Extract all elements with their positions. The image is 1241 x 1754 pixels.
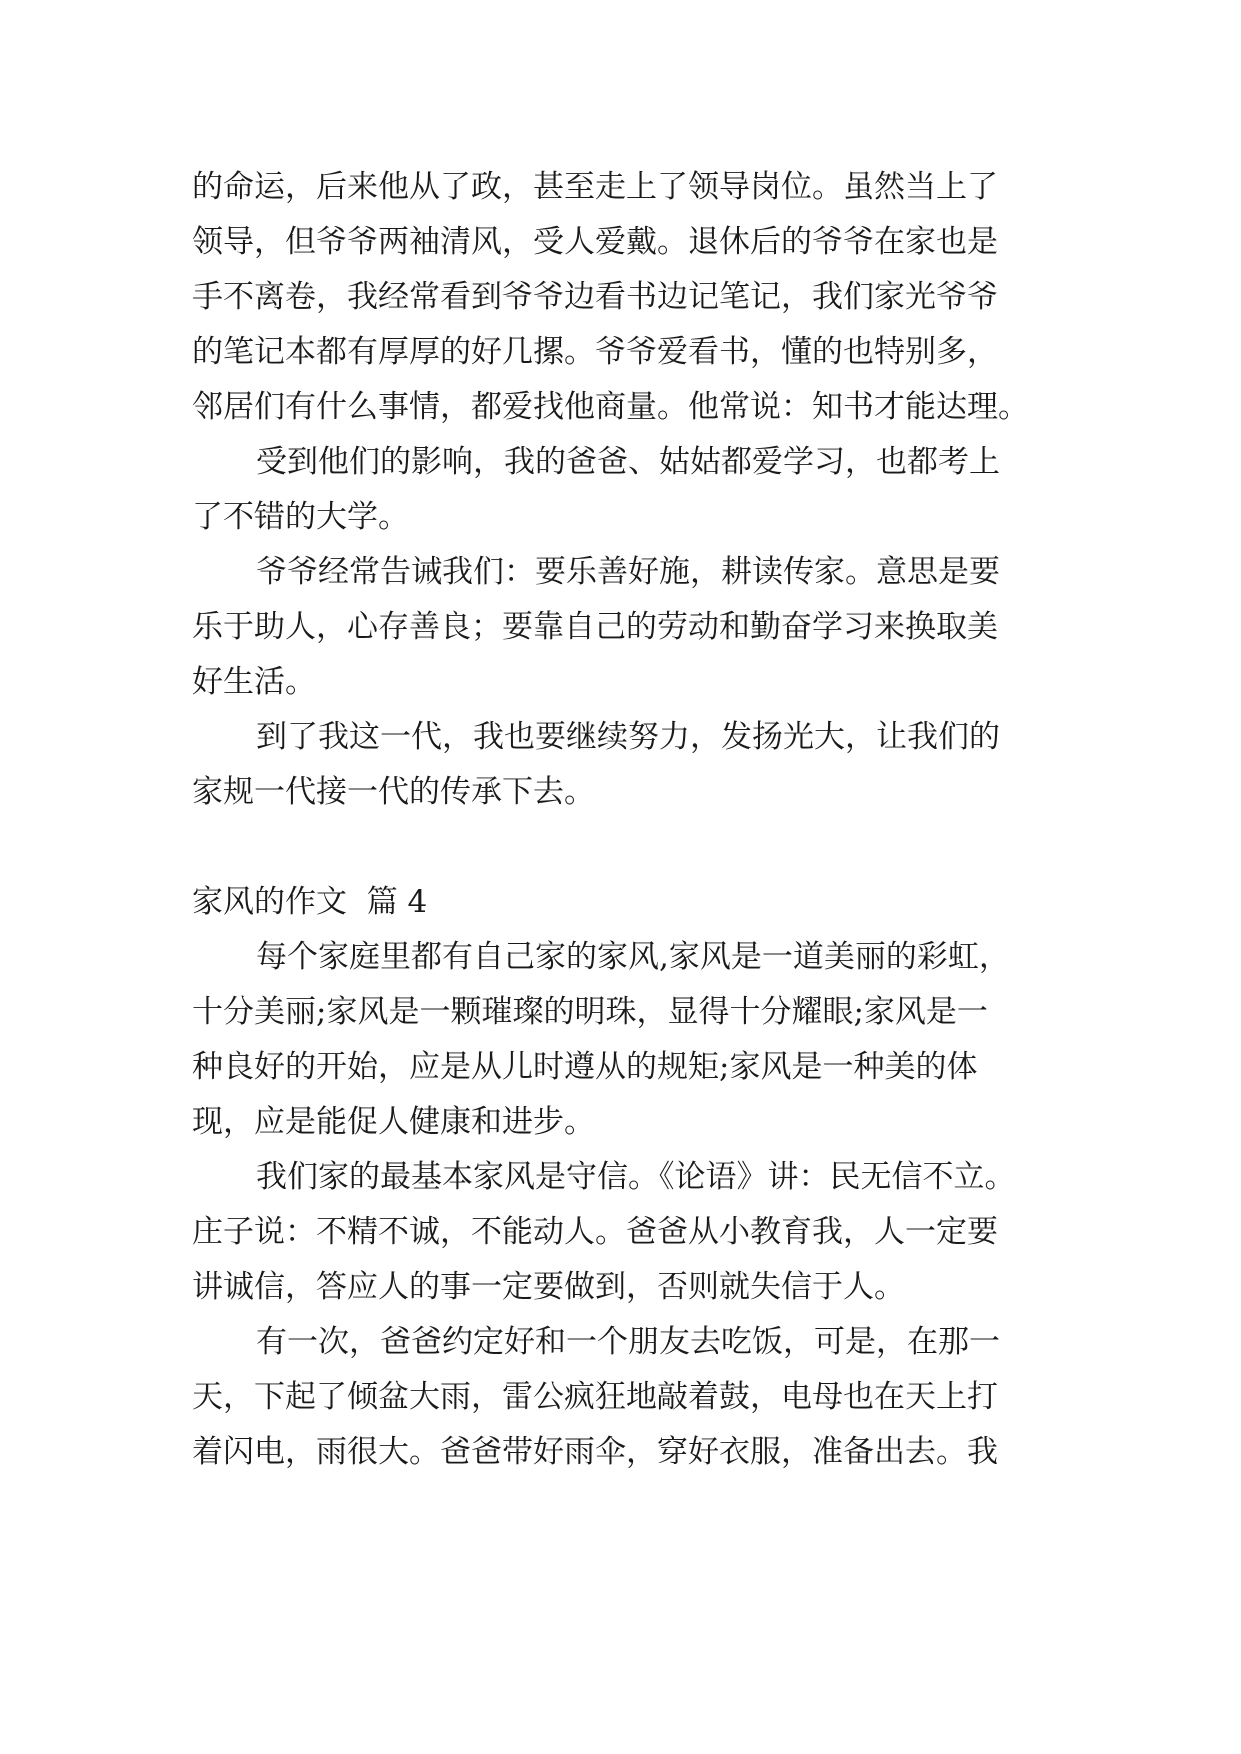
- paragraph-first-line: 每个家庭里都有自己家的家风,家风是一道美丽的彩虹，: [256, 939, 1010, 975]
- text-line: 天，下起了倾盆大雨，雷公疯狂地敲着鼓，电母也在天上打: [192, 1379, 998, 1415]
- text-line: 种良好的开始，应是从儿时遵从的规矩;家风是一种美的体: [192, 1049, 978, 1085]
- text-line: 庄子说：不精不诚，不能动人。爸爸从小教育我，人一定要: [192, 1214, 998, 1250]
- text-line: 了不错的大学。: [192, 499, 409, 535]
- text-line: 邻居们有什么事情，都爱找他商量。他常说：知书才能达理。: [192, 389, 1029, 425]
- text-line: 讲诚信，答应人的事一定要做到，否则就失信于人。: [192, 1269, 905, 1305]
- text-line: 的笔记本都有厚厚的好几摞。爷爷爱看书，懂的也特别多，: [192, 334, 998, 370]
- text-line: 好生活。: [192, 664, 316, 700]
- paragraph-first-line: 到了我这一代，我也要继续努力，发扬光大，让我们的: [256, 719, 1000, 755]
- text-line: 十分美丽;家风是一颗璀璨的明珠，显得十分耀眼;家风是一: [192, 994, 988, 1030]
- text-line: 着闪电，雨很大。爸爸带好雨伞，穿好衣服，准备出去。我: [192, 1434, 998, 1470]
- text-line: 领导，但爷爷两袖清风，受人爱戴。退休后的爷爷在家也是: [192, 224, 998, 260]
- text-line: 手不离卷，我经常看到爷爷边看书边记笔记，我们家光爷爷: [192, 279, 998, 315]
- text-line: 现，应是能促人健康和进步。: [192, 1104, 595, 1140]
- text-line: 的命运，后来他从了政，甚至走上了领导岗位。虽然当上了: [192, 169, 998, 205]
- text-line: 乐于助人，心存善良；要靠自己的劳动和勤奋学习来换取美: [192, 609, 998, 645]
- text-line: 家规一代接一代的传承下去。: [192, 774, 595, 810]
- paragraph-first-line: 有一次，爸爸约定好和一个朋友去吃饭，可是，在那一: [256, 1324, 1000, 1360]
- paragraph-first-line: 我们家的最基本家风是守信。《论语》讲：民无信不立。: [256, 1159, 1016, 1195]
- paragraph-first-line: 爷爷经常告诫我们：要乐善好施，耕读传家。意思是要: [256, 554, 1000, 590]
- document-body: [192, 160, 1072, 1480]
- blank-line: [192, 820, 1072, 875]
- paragraph-first-line: 受到他们的影响，我的爸爸、姑姑都爱学习，也都考上: [256, 444, 1000, 480]
- section-heading: 家风的作文 篇 4: [192, 884, 428, 920]
